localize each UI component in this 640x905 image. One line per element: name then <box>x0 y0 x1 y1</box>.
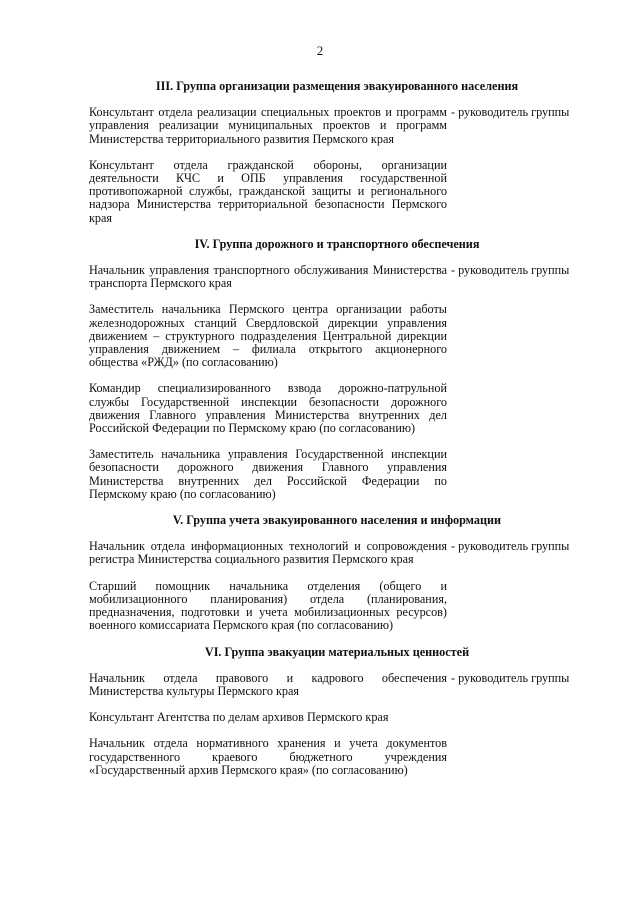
position-text: Начальник отдела информационных технологий и сопровождения регистра Министерства социального развития Пермского края <box>89 539 447 567</box>
role-text <box>447 737 585 777</box>
list-item <box>89 264 585 290</box>
section-6 <box>89 646 585 777</box>
role-text <box>447 382 585 435</box>
list-item <box>89 448 585 501</box>
position-text: Начальник отдела правового и кадрового обеспечения Министерства культуры Пермского края <box>89 670 447 698</box>
position-text: Заместитель начальника Пермского центра организации работы железнодорожных станций Свердловской дирекции управления движением – структурного подразделения Центральной дирекции управления движением – филиала открытого акционерного общества «РЖД» (по согласованию) <box>89 302 447 370</box>
position-text: Консультант Агентства по делам архивов Пермского края <box>89 710 389 725</box>
position-text: Начальник отдела нормативного хранения и учета документов государственного краевого бюджетного учреждения «Государственный архив Пермского края» (по согласованию) <box>89 736 447 777</box>
role-text <box>447 711 585 724</box>
list-item <box>89 382 585 435</box>
position-text: Командир специализированного взвода дорожно-патрульной службы Государственной инспекции безопасности дорожного движения Главного управления Министерства внутренних дел Российской Федерации по Пермскому краю (по согласованию) <box>89 381 447 436</box>
section-5 <box>89 514 585 632</box>
position-text: Заместитель начальника управления Государственной инспекции безопасности дорожного движения Главного управления Министерства внутренних дел Российской Федерации по Пермскому краю (по согласованию) <box>89 447 447 501</box>
role-text <box>447 159 585 225</box>
section-title: III. Группа организации размещения эвакуированного населения <box>155 79 519 93</box>
list-item <box>89 303 585 369</box>
position-text: Старший помощник начальника отделения (общего и мобилизационного планирования) отдела (планирования, предназначения, подготовки и учета мобилизационных ресурсов) военного комиссариата Пермского края (по согласованию) <box>89 578 447 633</box>
page-number: 2 <box>316 43 324 58</box>
list-item <box>89 672 585 698</box>
list-item <box>89 540 585 566</box>
role-text <box>447 580 585 633</box>
role-text: - руководитель группы <box>451 105 570 120</box>
list-item <box>89 711 585 724</box>
list-item <box>89 737 585 777</box>
document-body <box>89 80 585 790</box>
list-item <box>89 159 585 225</box>
position-text: Консультант отдела гражданской обороны, организации деятельности КЧС и ОПБ управления государственной противопожарной службы, гражданской защиты и регионального надзора Министерства территориальной безопасности Пермского края <box>89 157 447 225</box>
section-4 <box>89 238 585 501</box>
role-text: - руководитель группы <box>451 263 570 278</box>
position-text: Начальник управления транспортного обслуживания Министерства транспорта Пермского края <box>89 263 447 291</box>
role-text: - руководитель группы <box>451 539 570 554</box>
role-text <box>447 303 585 369</box>
position-text: Консультант отдела реализации специальных проектов и программ управления реализации муниципальных проектов и программ Министерства территориального развития Пермского края <box>89 105 447 146</box>
list-item <box>89 106 585 146</box>
role-text: - руководитель группы <box>451 670 570 685</box>
section-3 <box>89 80 585 225</box>
section-title: VI. Группа эвакуации материальных ценностей <box>204 644 470 659</box>
section-title: IV. Группа дорожного и транспортного обеспечения <box>194 236 480 251</box>
list-item <box>89 580 585 633</box>
role-text <box>447 448 585 501</box>
section-title: V. Группа учета эвакуированного населения и информации <box>172 513 502 528</box>
